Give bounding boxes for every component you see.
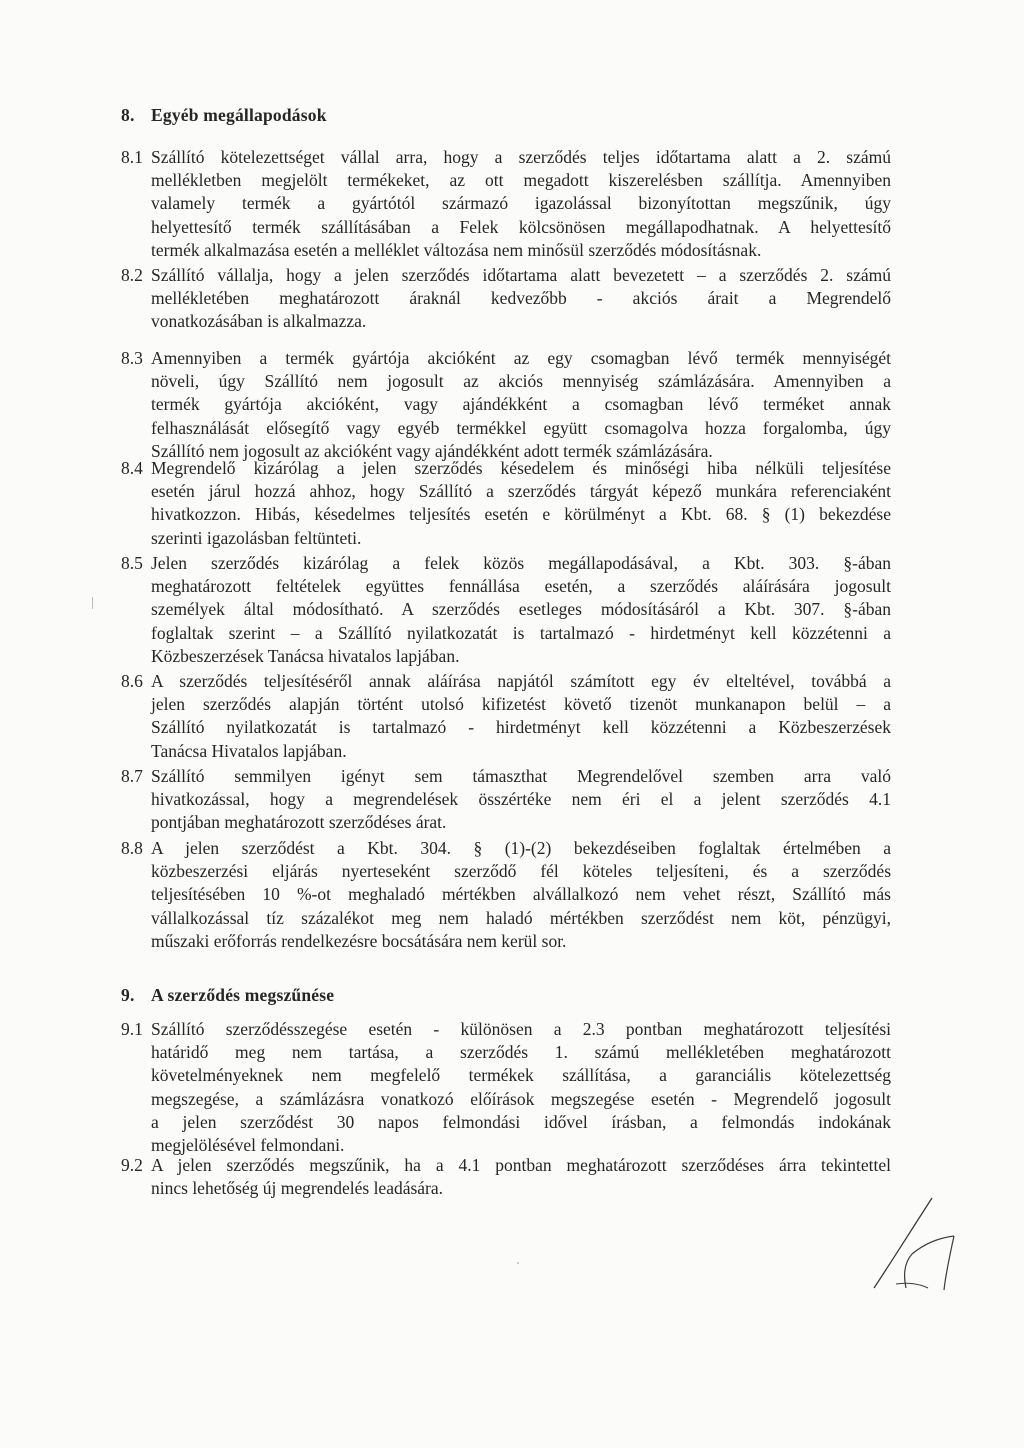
clause-8-4 — [121, 457, 891, 550]
clause-text-line: a jelen szerződést 30 napos felmondási idővel írásban, a felmondás indokának — [151, 1111, 891, 1132]
clause-text-line: szerinti igazolásban feltünteti. — [151, 527, 362, 548]
clause-number: 8.2 — [121, 265, 143, 285]
section-8-number: 8. — [121, 105, 135, 125]
clause-text-line: termék alkalmazása esetén a melléklet változása nem minősül szerződés módosításnak. — [151, 239, 762, 260]
clause-8-6 — [121, 670, 891, 763]
clause-text-line: megjelölésével felmondani. — [151, 1135, 345, 1156]
section-9-title: A szerződés megszűnése — [151, 985, 335, 1005]
clause-8-1 — [121, 146, 891, 262]
clause-text-line: Szállító nem jogosult az akcióként vagy ajándékként adott termék számlázására. — [151, 440, 713, 461]
clause-text-line: esetén járul hozzá ahhoz, hogy Szállító a szerződés tárgyát képező munkára referenciaként — [151, 481, 891, 502]
clause-text-line: Amennyiben a termék gyártója akcióként az egy csomagban lévő termék mennyiségét — [151, 348, 891, 368]
clause-text-line: közbeszerzési eljárás nyerteseként szerződő fél köteles teljesíteni, és a szerződés — [151, 861, 891, 882]
clause-text-line: Szállító vállalja, hogy a jelen szerződés időtartama alatt bevezetett – a szerződés 2. számú — [151, 265, 891, 285]
clause-text-line: jelen szerződés alapján történt utolsó kifizetést követő tizenöt munkanapon belül – a — [151, 694, 891, 715]
clause-number: 8.1 — [121, 147, 143, 167]
clause-text-line: A szerződés teljesítéséről annak aláírása napjától számított egy év elteltével, továbbá a — [151, 671, 891, 691]
signature-initials — [868, 1192, 968, 1292]
clause-text-line: helyettesítő termék szállításában a Felek kölcsönösen megállapodhatnak. A helyettesítő — [151, 216, 891, 237]
clause-text-line: mellékletében meghatározott áraknál kedvezőbb - akciós árait a Megrendelő — [151, 288, 891, 309]
clause-8-7 — [121, 765, 891, 835]
clause-number: 9.2 — [121, 1155, 143, 1175]
clause-8-5 — [121, 552, 891, 668]
clause-text-line: A jelen szerződést a Kbt. 304. § (1)-(2) bekezdéseiben foglaltak értelmében a — [151, 838, 891, 858]
clause-text-line: Szállító semmilyen igényt sem támaszthat Megrendelővel szemben arra való — [151, 766, 891, 786]
section-9-heading — [121, 985, 334, 1006]
clause-8-8 — [121, 837, 891, 953]
clause-text-line: valamely termék a gyártótól származó igazolással bizonyítottan megszűnik, úgy — [151, 193, 891, 214]
clause-number: 8.7 — [121, 766, 143, 786]
clause-text-line: Megrendelő kizárólag a jelen szerződés késedelem és minőségi hiba nélküli teljesítése — [151, 458, 891, 478]
section-8-title: Egyéb megállapodások — [151, 105, 327, 125]
clause-text-line: növeli, úgy Szállító nem jogosult az akciós mennyiség számlázására. Amennyiben a — [151, 371, 891, 392]
clause-text-line: teljesítésében 10 %-ot meghaladó mértékben alvállalkozó nem vehet részt, Szállító más — [151, 884, 891, 905]
clause-text-line: Jelen szerződés kizárólag a felek közös megállapodásával, a Kbt. 303. §-ában — [151, 553, 891, 573]
clause-text-line: termék gyártója akcióként, vagy ajándékként a csomagban lévő terméket annak — [151, 394, 891, 415]
clause-text-line: nincs lehetőség új megrendelés leadására. — [151, 1178, 444, 1199]
clause-number: 8.4 — [121, 458, 143, 478]
section-9-number: 9. — [121, 985, 135, 1005]
clause-text-line: műszaki erőforrás rendelkezésre bocsátására nem kerül sor. — [151, 930, 567, 951]
clause-9-2 — [121, 1154, 891, 1200]
clause-text-line: A jelen szerződés megszűnik, ha a 4.1 pontban meghatározott szerződéses árra tekintettel — [151, 1155, 891, 1175]
clause-text-line: Tanácsa Hivatalos lapjában. — [151, 740, 347, 761]
clause-text-line: foglaltak szerint – a Szállító nyilatkozatát is tartalmazó - hirdetményt kell közzétenni a — [151, 622, 891, 643]
clause-text-line: hivatkozzon. Hibás, késedelmes teljesítés esetén e körülményt a Kbt. 68. § (1) bekezdése — [151, 504, 891, 525]
clause-8-2 — [121, 264, 891, 334]
clause-text-line: hivatkozással, hogy a megrendelések összértéke nem éri el a jelent szerződés 4.1 — [151, 789, 891, 810]
clause-number: 8.3 — [121, 348, 143, 368]
clause-text-line: vonatkozásában is alkalmazza. — [151, 311, 367, 332]
clause-text-line: vállalkozással tíz százalékot meg nem haladó mértékben szerződést nem köt, pénzügyi, — [151, 907, 891, 928]
clause-text-line: követelményeknek nem megfelelő termékek szállítása, a garanciális kötelezettség — [151, 1065, 891, 1086]
clause-text-line: megszegése, a számlázásra vonatkozó előírások megszegése esetén - Megrendelő jogosult — [151, 1088, 891, 1109]
clause-text-line: személyek által módosítható. A szerződés esetleges módosításáról a Kbt. 307. §-ában — [151, 599, 891, 620]
clause-text-line: határidő meg nem tartása, a szerződés 1. számú mellékletében meghatározott — [151, 1042, 891, 1063]
clause-text-line: Szállító kötelezettséget vállal arra, hogy a szerződés teljes időtartama alatt a 2. számú — [151, 147, 891, 167]
scan-speck — [92, 597, 93, 609]
clause-text-line: Szállító nyilatkozatát is tartalmazó - hirdetményt kell közzétenni a Közbeszerzések — [151, 717, 891, 738]
section-8-heading — [121, 105, 327, 126]
clause-9-1 — [121, 1018, 891, 1157]
clause-text-line: pontjában meghatározott szerződéses árat. — [151, 812, 447, 833]
clause-text-line: mellékletben megjelölt termékeket, az ott megadott kiszerelésben szállítja. Amennyiben — [151, 170, 891, 191]
clause-number: 9.1 — [121, 1019, 143, 1039]
clause-text-line: Szállító szerződésszegése esetén - különösen a 2.3 pontban meghatározott teljesítési — [151, 1019, 891, 1039]
clause-8-3 — [121, 347, 891, 463]
clause-number: 8.8 — [121, 838, 143, 858]
clause-number: 8.5 — [121, 553, 143, 573]
scan-speck — [517, 1262, 519, 1264]
clause-text-line: felhasználását elősegítő vagy egyéb termékkel együtt csomagolva hozza forgalomba, úgy — [151, 417, 891, 438]
clause-text-line: Közbeszerzések Tanácsa hivatalos lapjában. — [151, 645, 460, 666]
clause-number: 8.6 — [121, 671, 143, 691]
clause-text-line: meghatározott feltételek együttes fennállása esetén, a szerződés aláírására jogosult — [151, 576, 891, 597]
